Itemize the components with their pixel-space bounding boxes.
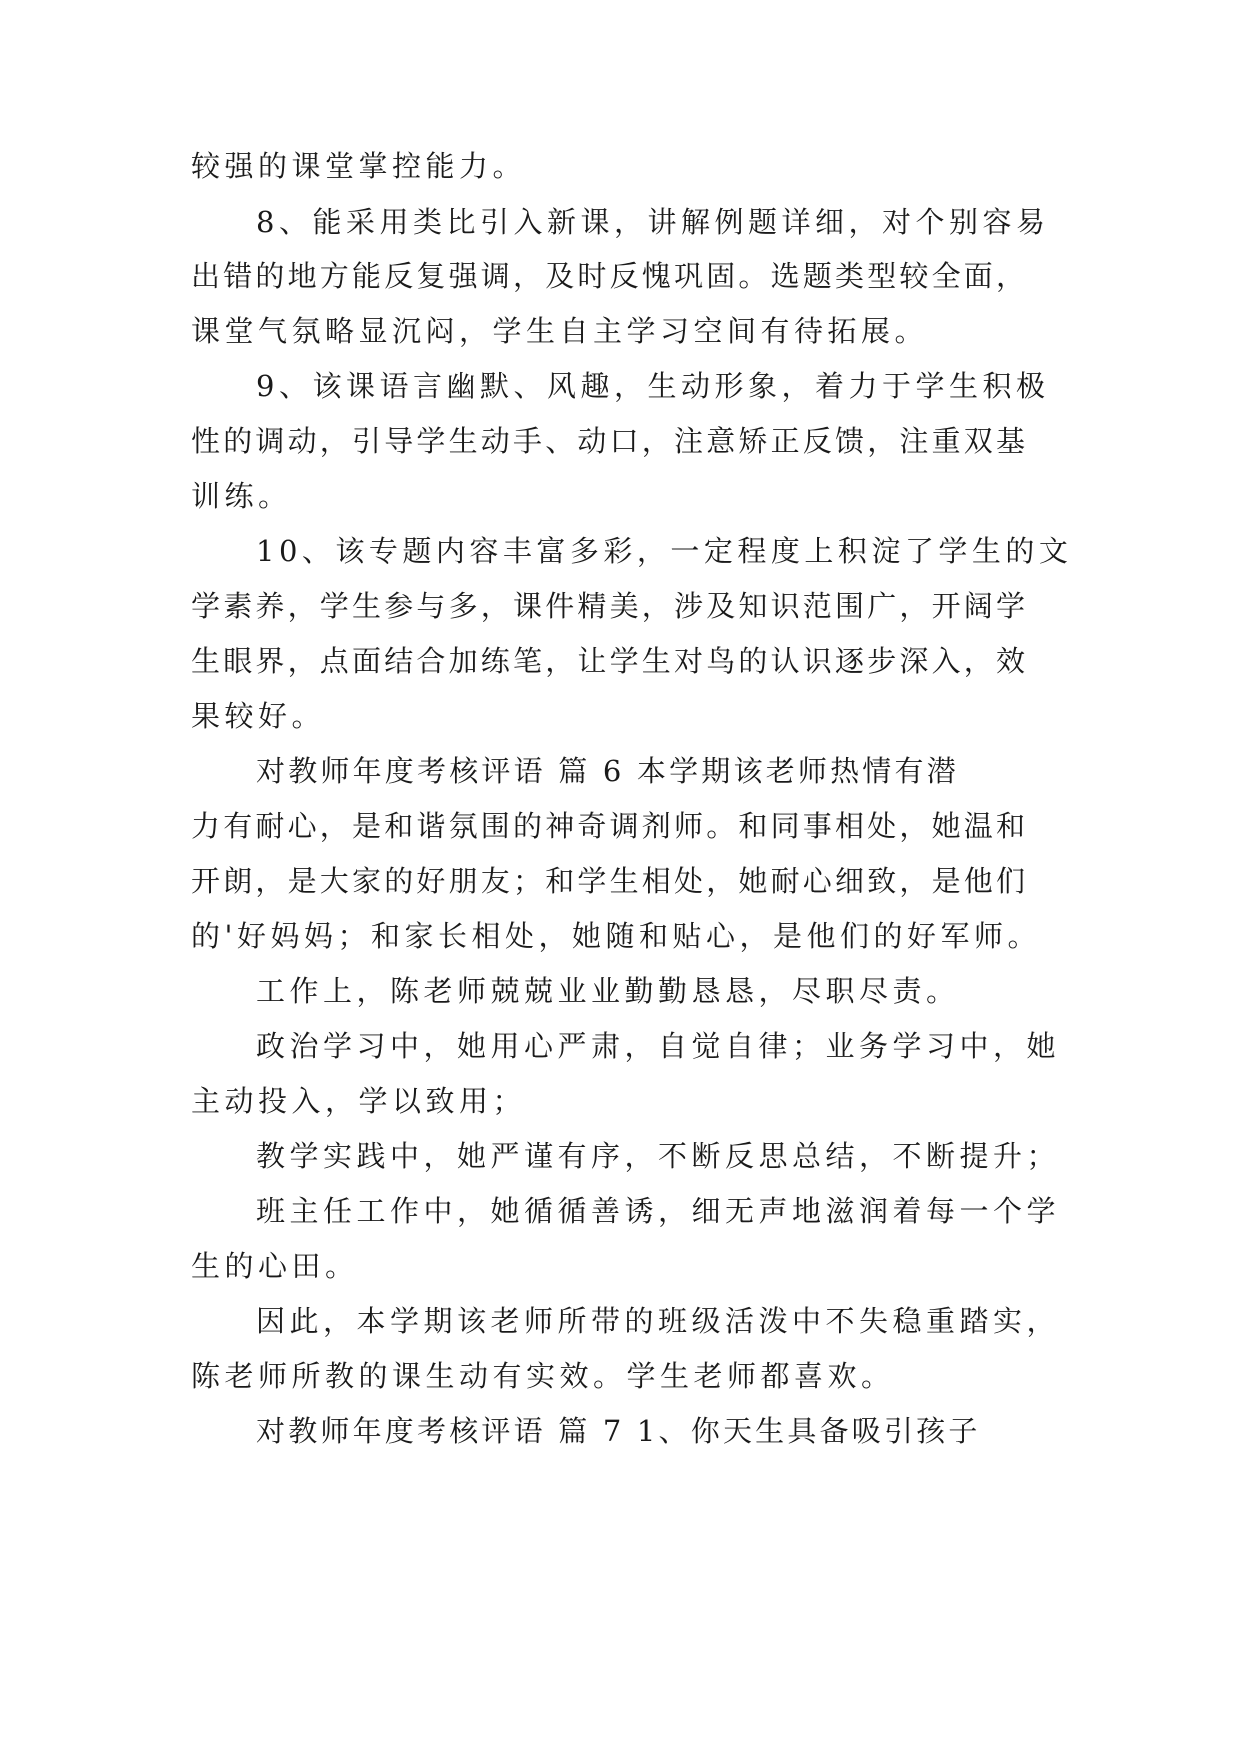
text-line: 班主任工作中，她循循善诱，细无声地滋润着每一个学 <box>256 1194 1061 1228</box>
text-line: 工作上，陈老师兢兢业业勤勤恳恳，尽职尽责。 <box>256 974 960 1008</box>
text-line: 政治学习中，她用心严肃，自觉自律；业务学习中，她 <box>256 1029 1061 1063</box>
text-line: 10、该专题内容丰富多彩，一定程度上积淀了学生的文 <box>256 534 1073 568</box>
text-line: 8、能采用类比引入新课，讲解例题详细，对个别容易 <box>256 205 1050 239</box>
text-line: 的'好妈妈；和家长相处，她随和贴心，是他们的好军师。 <box>191 919 1041 953</box>
text-line: 力有耐心，是和谐氛围的神奇调剂师。和同事相处，她温和 <box>191 809 1029 843</box>
text-line: 主动投入，学以致用； <box>191 1084 527 1118</box>
text-line: 性的调动，引导学生动手、动口，注意矫正反馈，注重双基 <box>191 424 1029 458</box>
text-line: 9、该课语言幽默、风趣，生动形象，着力于学生积极 <box>256 369 1050 403</box>
text-line: 课堂气氛略显沉闷，学生自主学习空间有待拓展。 <box>191 314 929 348</box>
text-line: 较强的课堂掌控能力。 <box>191 149 527 183</box>
text-line: 学素养，学生参与多，课件精美，涉及知识范围广，开阔学 <box>191 589 1029 623</box>
text-line: 出错的地方能反复强调，及时反愧巩固。选题类型较全面， <box>191 259 1029 293</box>
text-line: 生眼界，点面结合加练笔，让学生对鸟的认识逐步深入，效 <box>191 644 1029 678</box>
text-line: 陈老师所教的课生动有实效。学生老师都喜欢。 <box>191 1359 895 1393</box>
section-heading-line: 对教师年度考核评语 篇 7 1、你天生具备吸引孩子 <box>256 1414 981 1448</box>
text-line: 训练。 <box>191 479 292 513</box>
text-line: 果较好。 <box>191 699 326 733</box>
text-line: 因此，本学期该老师所带的班级活泼中不失稳重踏实， <box>256 1304 1061 1338</box>
text-line: 教学实践中，她严谨有序，不断反思总结，不断提升； <box>256 1139 1061 1173</box>
section-heading-line: 对教师年度考核评语 篇 6 本学期该老师热情有潜 <box>256 754 959 788</box>
text-line: 生的心田。 <box>191 1249 359 1283</box>
text-line: 开朗，是大家的好朋友；和学生相处，她耐心细致，是他们 <box>191 864 1029 898</box>
